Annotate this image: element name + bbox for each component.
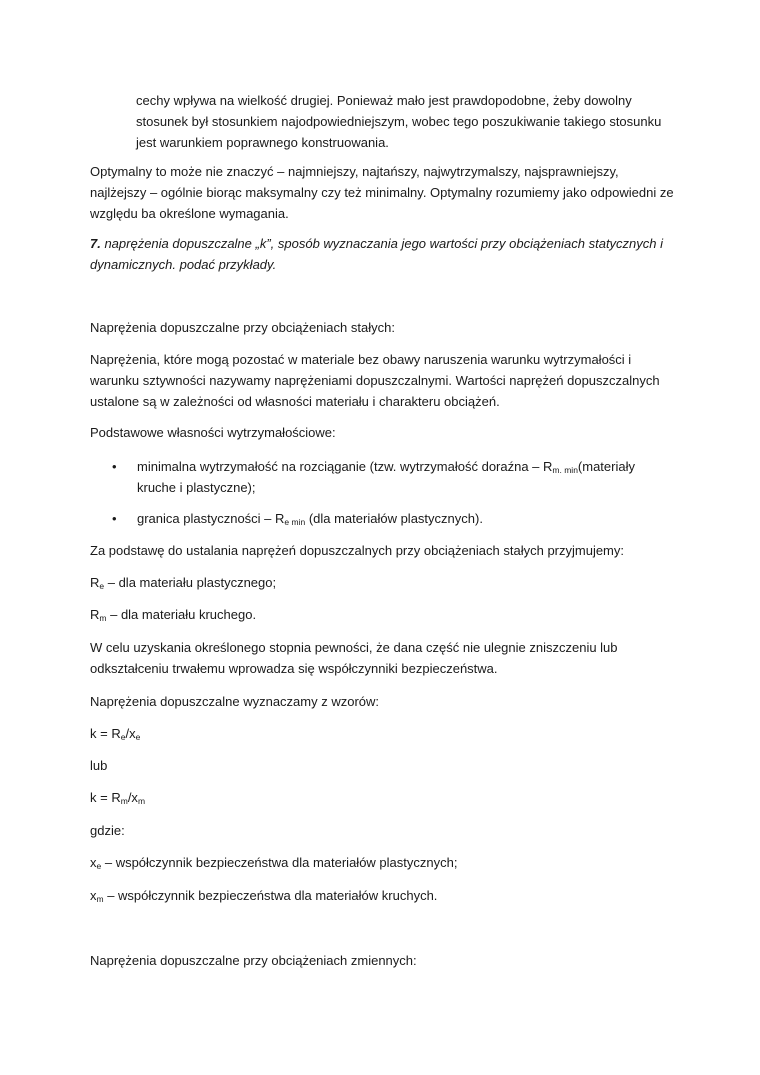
text-fragment: /x [127,790,138,805]
definition-paragraph [90,349,680,412]
subscript: m [96,894,104,904]
subscript: m [120,796,128,806]
bullet-item-tensile [137,456,677,498]
symbol: R [90,607,100,622]
text-fragment: – dla materiału kruchego. [106,607,257,622]
text-line: Naprężenia, które mogą pozostać w materiale bez obawy naruszenia warunku wytrzymałości i [90,352,632,367]
text-line: dynamicznych. podać przykłady. [90,257,277,272]
subscript: m. min [552,465,578,475]
symbol: x [90,888,97,903]
subscript: e [96,861,102,871]
bullet-glyph: • [112,511,117,526]
subscript: e min [284,517,306,527]
where-word: gdzie: [90,823,125,838]
re-line [90,572,680,593]
properties-heading: Podstawowe własności wytrzymałościowe: [90,425,336,440]
optimal-paragraph [90,161,680,224]
symbol: x [90,855,97,870]
formulas-heading: Naprężenia dopuszczalne wyznaczamy z wzorów: [90,694,380,709]
subscript: e [120,732,126,742]
subscript: m [99,613,107,623]
text-fragment: – współczynnik bezpieczeństwa dla materiałów kruchych. [103,888,438,903]
text-line: warunku sztywności nazywamy naprężeniami dopuszczalnymi. Wartości naprężeń dopuszczalnych [90,373,660,388]
text-fragment: granica plastyczności – R [137,511,285,526]
text-fragment: – dla materiału plastycznego; [104,575,277,590]
text-fragment: – współczynnik bezpieczeństwa dla materiałów plastycznych; [101,855,458,870]
text-line: odkształceniu trwałemu wprowadza się współczynniki bezpieczeństwa. [90,661,498,676]
text-fragment: (dla materiałów plastycznych). [305,511,483,526]
text-fragment: minimalna wytrzymałość na rozciąganie (tzw. wytrzymałość doraźna – R [137,459,553,474]
text-fragment: (materiały [577,459,635,474]
bullet-glyph: • [112,459,117,474]
variable-loads-heading: Naprężenia dopuszczalne przy obciążeniach zmiennych: [90,953,417,968]
formula-plastic [90,723,680,744]
text-line: Optymalny to może nie znaczyć – najmniejszy, najtańszy, najwytrzymalszy, najsprawniejszy, [90,164,619,179]
text-line: stosunek był stosunkiem najodpowiedniejszym, wobec tego poszukiwanie takiego stosunku [136,114,662,129]
formula-brittle [90,787,680,808]
basis-heading: Za podstawę do ustalania naprężeń dopuszczalnych przy obciążeniach stałych przyjmujemy: [90,543,625,558]
text-line: jest warunkiem poprawnego konstruowania. [136,135,389,150]
text-line: względu ba określone wymagania. [90,206,289,221]
safety-paragraph [90,637,680,679]
subscript: m [137,796,146,806]
rm-line [90,604,680,625]
text-line: cechy wpływa na wielkość drugiej. Ponieważ mało jest prawdopodobne, żeby dowolny [136,93,632,108]
subscript: e [99,581,105,591]
text-line: najlżejszy – ogólnie biorąc maksymalny czy też minimalny. Optymalny rozumiemy jako odpowiedni ze [90,185,674,200]
or-word: lub [90,758,108,773]
question-heading [90,233,680,275]
xe-line [90,852,680,873]
text-line: kruche i plastyczne); [137,480,256,495]
text-fragment: k = R [90,790,121,805]
continuation-paragraph [136,90,676,153]
text-fragment: /x [125,726,136,741]
bullet-item-yield [137,508,677,529]
xm-line [90,885,680,906]
text-line: ustalone są w zależności od własności materiału i charakteru obciążeń. [90,394,500,409]
symbol: R [90,575,100,590]
subscript: e [135,732,141,742]
question-number: 7. [90,236,101,251]
text-line: W celu uzyskania określonego stopnia pewności, że dana część nie ulegnie zniszczeniu lub [90,640,618,655]
text-fragment: k = R [90,726,121,741]
text-line: naprężenia dopuszczalne „k”, sposób wyznaczania jego wartości przy obciążeniach statycznych i [100,236,664,251]
static-loads-heading: Naprężenia dopuszczalne przy obciążeniach stałych: [90,320,395,335]
